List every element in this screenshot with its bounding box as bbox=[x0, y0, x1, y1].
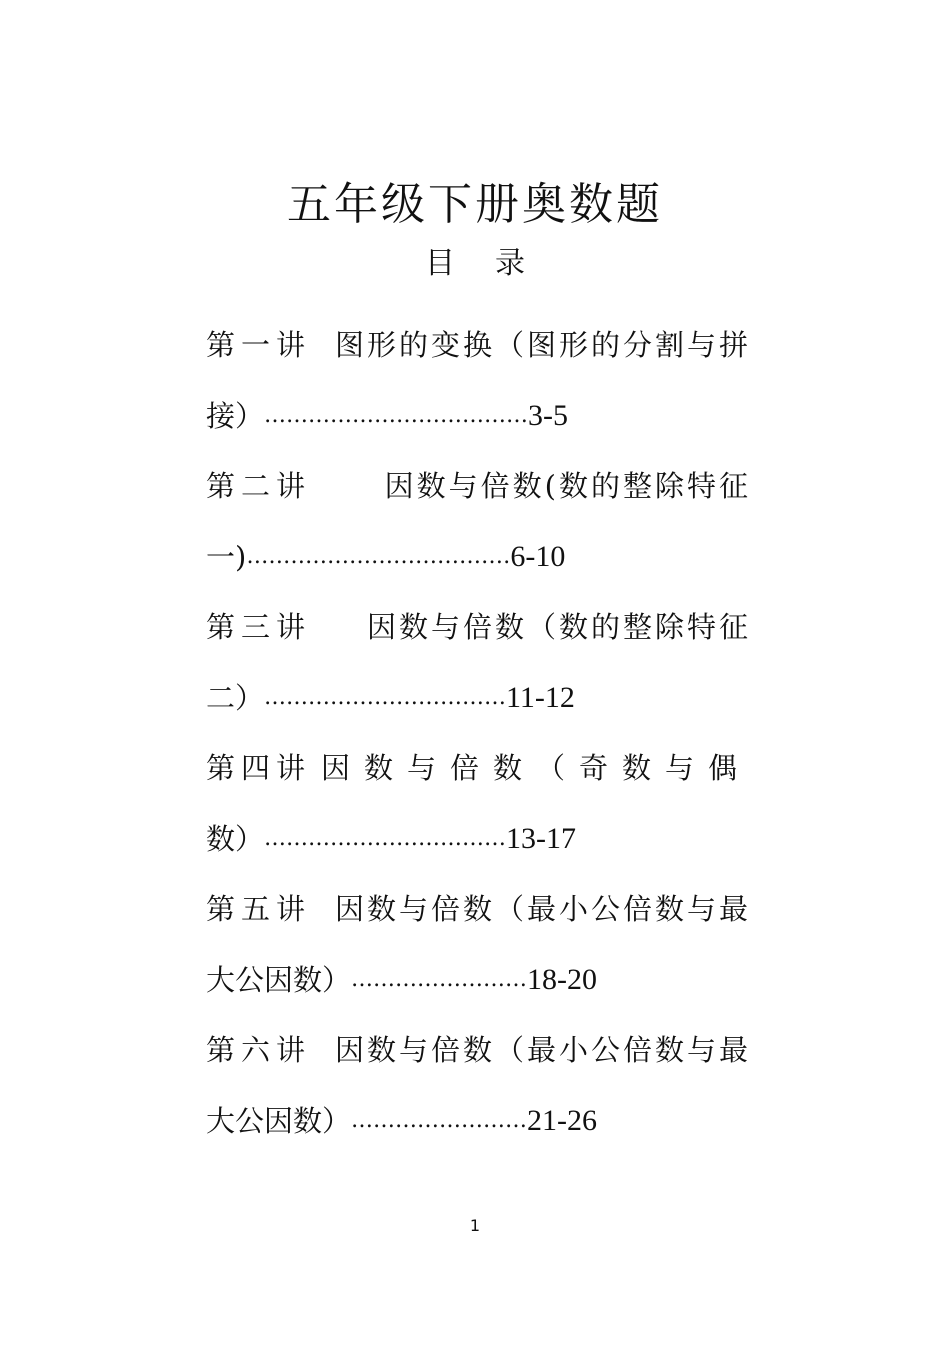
toc-entry[interactable] bbox=[206, 451, 751, 592]
lecture-title: 因数与倍数(数的整除特征 bbox=[384, 469, 751, 504]
lecture-label: 第三讲 bbox=[206, 610, 312, 645]
page-range: 18-20 bbox=[527, 962, 598, 996]
lecture-title: 因数与倍数（最小公倍数与最 bbox=[334, 892, 751, 927]
dot-leader: ……………………………… bbox=[246, 543, 511, 569]
lecture-label: 第一讲 bbox=[206, 328, 312, 363]
dot-leader: …………………… bbox=[351, 966, 528, 992]
lecture-title-continued: 一) bbox=[206, 539, 247, 574]
page-range: 21-26 bbox=[527, 1103, 598, 1137]
toc-heading-char-1: 目 bbox=[425, 246, 455, 281]
toc-entry[interactable] bbox=[206, 592, 751, 733]
lecture-title-continued: 大公因数） bbox=[206, 962, 352, 997]
page-range: 11-12 bbox=[506, 680, 575, 714]
lecture-label: 第二讲 bbox=[206, 469, 312, 504]
lecture-title: 因数与倍数（最小公倍数与最 bbox=[334, 1033, 751, 1068]
lecture-title-continued: 数） bbox=[206, 821, 265, 856]
page-range: 6-10 bbox=[510, 539, 566, 573]
toc-entry[interactable] bbox=[206, 310, 751, 451]
lecture-title: 因数与倍数（数的整除特征 bbox=[366, 610, 751, 645]
table-of-contents bbox=[206, 310, 751, 1156]
lecture-label: 第六讲 bbox=[206, 1033, 312, 1068]
dot-leader: …………………………… bbox=[264, 825, 507, 851]
toc-heading bbox=[0, 244, 950, 284]
toc-entry[interactable] bbox=[206, 733, 751, 874]
dot-leader: …………………… bbox=[351, 1107, 528, 1133]
lecture-title: 图形的变换（图形的分割与拼 bbox=[334, 328, 751, 363]
lecture-title-continued: 二） bbox=[206, 680, 265, 715]
dot-leader: ……………………………… bbox=[264, 402, 529, 428]
lecture-title-continued: 接） bbox=[206, 398, 265, 433]
toc-heading-char-2: 录 bbox=[495, 246, 525, 281]
dot-leader: …………………………… bbox=[264, 684, 507, 710]
lecture-label: 第五讲 bbox=[206, 892, 312, 927]
page-range: 3-5 bbox=[528, 398, 569, 432]
page-range: 13-17 bbox=[506, 821, 577, 855]
lecture-title: 因数与倍数（奇数与偶 bbox=[320, 751, 751, 786]
document-title: 五年级下册奥数题 bbox=[287, 179, 663, 231]
toc-entry[interactable] bbox=[206, 1015, 751, 1156]
lecture-label: 第四讲 bbox=[206, 751, 312, 786]
lecture-title-continued: 大公因数） bbox=[206, 1103, 352, 1138]
page-number: 1 bbox=[469, 1216, 481, 1235]
toc-entry[interactable] bbox=[206, 874, 751, 1015]
